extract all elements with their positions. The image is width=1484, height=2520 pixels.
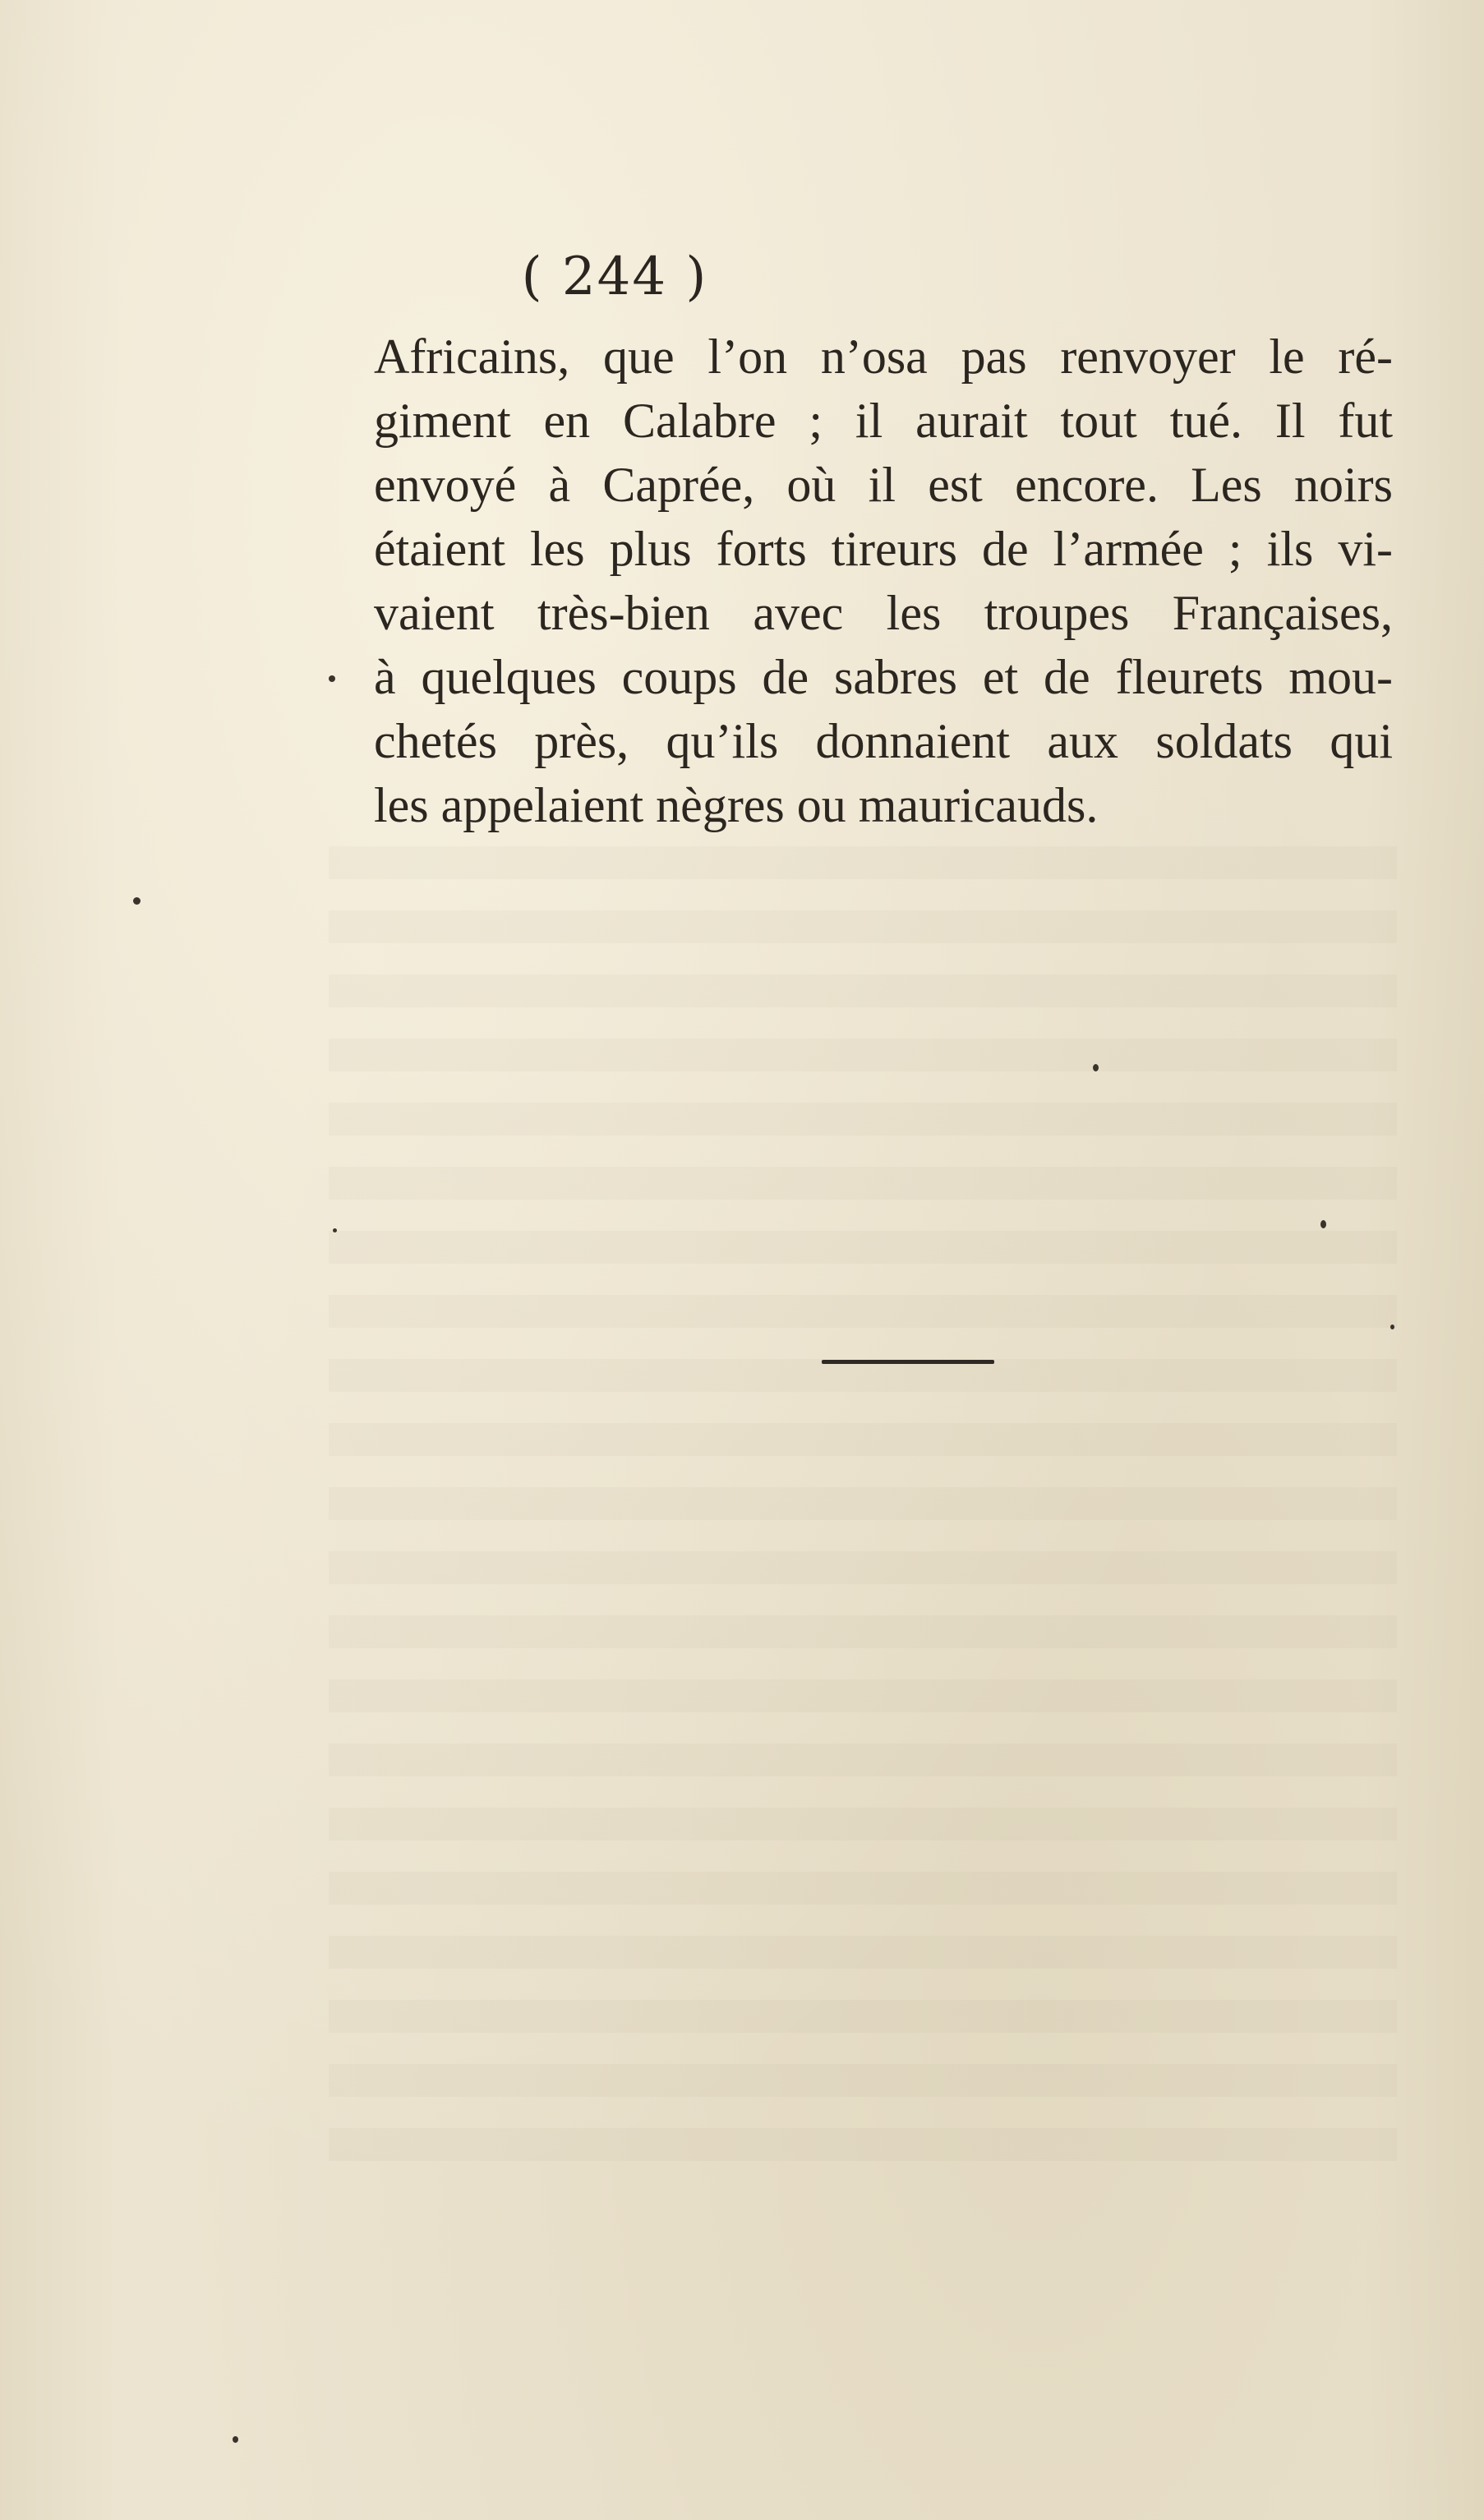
ink-speck xyxy=(1390,1324,1394,1329)
page-header xyxy=(127,246,1484,307)
ink-speck xyxy=(329,675,335,682)
text-line xyxy=(374,517,1393,581)
section-divider xyxy=(822,1360,994,1364)
ink-speck xyxy=(133,897,141,905)
ink-speck xyxy=(333,1228,337,1232)
ink-speck xyxy=(233,2436,238,2443)
show-through-text xyxy=(329,846,1397,2161)
text-line: envoyé à Caprée, où il est encore. Les noirs xyxy=(374,458,1393,512)
ink-speck xyxy=(1320,1220,1326,1228)
text-line: à quelques coups de sabres et de fleurets mou- xyxy=(374,650,1393,704)
text-line: chetés près, qu’ils donnaient aux soldats qui xyxy=(374,714,1393,768)
body-text xyxy=(374,325,1393,837)
text-line: les appelaient nègres ou mauricauds. xyxy=(374,778,1099,832)
text-fragment: étaient les plus forts tireurs de l’armée ; ils vi- xyxy=(374,522,1393,576)
page-number: ( 244 ) xyxy=(521,246,708,307)
ink-speck xyxy=(1093,1064,1099,1071)
text-line: giment en Calabre ; il aurait tout tué. Il fut xyxy=(374,394,1393,448)
text-line: Africains, que l’on n’osa pas renvoyer le ré- xyxy=(374,329,1393,384)
text-line: vaient très-bien avec les troupes Françaises, xyxy=(374,586,1393,640)
